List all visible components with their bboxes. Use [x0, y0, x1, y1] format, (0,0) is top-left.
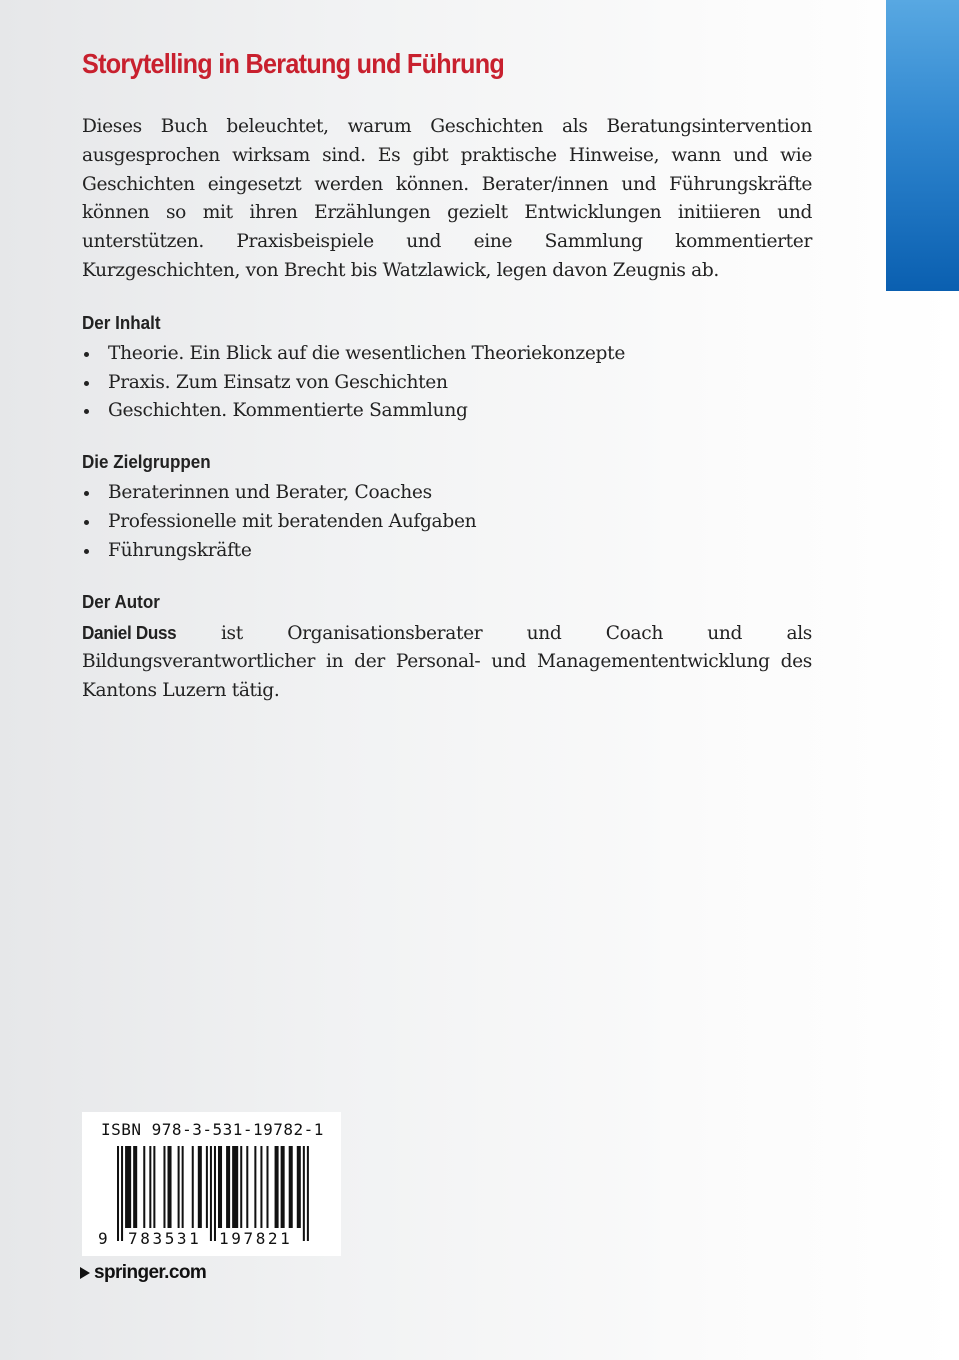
bullet-icon: [84, 352, 89, 357]
barcode-bar: [232, 1146, 238, 1228]
barcode-bar: [143, 1146, 145, 1228]
barcode-bar: [198, 1146, 202, 1228]
author-bio: [82, 619, 812, 706]
list-item-text: Praxis. Zum Einsatz von Geschichten: [108, 371, 448, 393]
barcode-bar: [121, 1146, 123, 1241]
section-heading-autor: Der Autor: [82, 590, 160, 612]
list-item-text: Geschichten. Kommentierte Sammlung: [108, 400, 468, 422]
list-item: [82, 479, 812, 508]
barcode-bar: [133, 1146, 137, 1228]
barcode-bar: [254, 1146, 256, 1228]
bullet-icon: [84, 381, 89, 386]
arrow-right-icon: [80, 1267, 90, 1279]
barcode-digits-right: 197821: [219, 1229, 293, 1248]
author-bio-text: ist Organisationsberater und Coach und als Bildungsverantwortlicher in der Personal- und Managemententwicklung des Kantons Luzern tätig.: [82, 622, 812, 702]
barcode-bar: [206, 1146, 208, 1228]
barcode-bar: [178, 1146, 180, 1228]
barcode-digits-left: 783531: [128, 1229, 202, 1248]
barcode-bar: [163, 1146, 165, 1228]
barcode-bar: [210, 1146, 212, 1241]
bullet-icon: [84, 409, 89, 414]
list-item-text: Beraterinnen und Berater, Coaches: [108, 482, 432, 504]
bullet-icon: [84, 491, 89, 496]
barcode-bar: [192, 1146, 194, 1228]
list-item-text: Führungskräfte: [108, 539, 252, 561]
barcode-bar: [260, 1146, 262, 1228]
barcode-digit-first: 9: [98, 1229, 108, 1248]
blue-edge-tab: [886, 0, 959, 291]
barcode-bar: [218, 1146, 222, 1228]
barcode-graphic: [82, 1112, 341, 1256]
author-name: Daniel Duss: [82, 621, 177, 643]
section-heading-inhalt: Der Inhalt: [82, 311, 161, 333]
bullet-icon: [84, 549, 89, 554]
barcode-bar: [289, 1146, 293, 1228]
section-heading-zielgruppen: Die Zielgruppen: [82, 451, 211, 473]
barcode-bar: [153, 1146, 155, 1228]
list-item: [82, 340, 812, 369]
barcode-bar: [246, 1146, 248, 1228]
barcode-bar: [125, 1146, 131, 1228]
zielgruppen-list: [82, 479, 812, 565]
barcode-bars: [117, 1146, 309, 1241]
list-item: [82, 369, 812, 398]
barcode-bar: [149, 1146, 151, 1228]
barcode-bar: [275, 1146, 279, 1228]
springer-link-text: springer.com: [94, 1262, 207, 1283]
list-item-text: Theorie. Ein Blick auf die wesentlichen Theoriekonzepte: [108, 342, 626, 364]
barcode-bar: [226, 1146, 230, 1228]
book-title: Storytelling in Beratung und Führung: [82, 48, 505, 79]
list-item: [82, 537, 812, 566]
barcode-bar: [214, 1146, 216, 1241]
barcode-bar: [182, 1146, 184, 1228]
list-item: [82, 508, 812, 537]
intro-paragraph: Dieses Buch beleuchtet, warum Geschichten als Beratungsintervention ausgesprochen wirksam sind. Es gibt praktische Hinweise, wann und wie Geschichten eingesetzt werden können. Berater/innen und Führungskräfte können so mit ihren Erzählungen gezielt Entwicklungen initiieren und unterstützen. Praxisbeispiele und eine Sammlung kommentierter Kurzgeschichten, von Brecht bis Watzlawick, legen davon Zeugnis ab.: [82, 116, 812, 281]
barcode-bar: [266, 1146, 268, 1228]
barcode-bar: [117, 1146, 119, 1241]
barcode-bar: [303, 1146, 305, 1241]
isbn-label: ISBN 978-3-531-19782-1: [101, 1120, 324, 1139]
barcode-bar: [240, 1146, 242, 1228]
inhalt-list: [82, 340, 812, 426]
barcode-bar: [307, 1146, 309, 1241]
barcode-bar: [281, 1146, 285, 1228]
back-cover-content: [82, 44, 812, 706]
isbn-barcode: [82, 1112, 341, 1256]
list-item-text: Professionelle mit beratenden Aufgaben: [108, 510, 477, 532]
barcode-bar: [168, 1146, 172, 1228]
bullet-icon: [84, 520, 89, 525]
springer-link[interactable]: [80, 1262, 206, 1284]
list-item: [82, 397, 812, 426]
barcode-bar: [297, 1146, 301, 1228]
